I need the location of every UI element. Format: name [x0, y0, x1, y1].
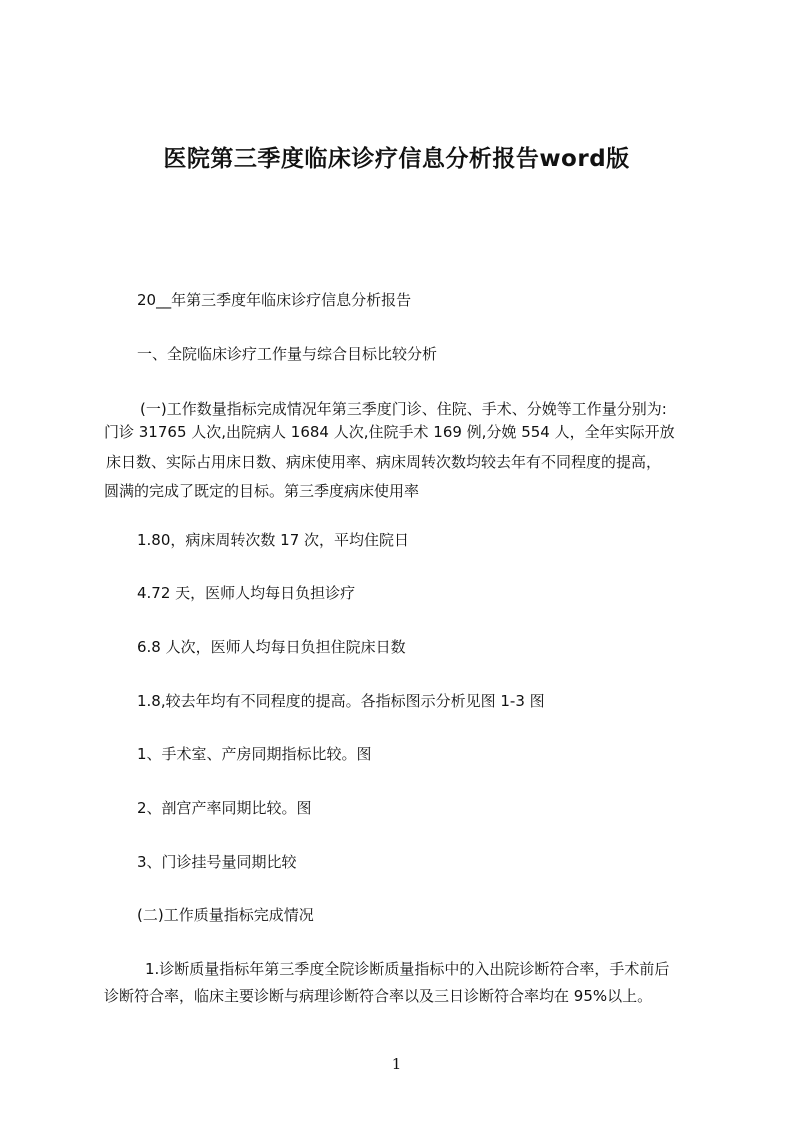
paragraph-line: 6.8 人次，医师人均每日负担住院床日数	[137, 638, 406, 656]
paragraph-line: 诊断符合率，临床主要诊断与病理诊断符合率以及三日诊断符合率均在 95%以上。	[104, 987, 653, 1005]
paragraph-line: 1.8,较去年均有不同程度的提高。各指标图示分析见图 1-3 图	[137, 692, 545, 710]
paragraph-line: (一)工作数量指标完成情况年第三季度门诊、住院、手术、分娩等工作量分别为:	[140, 400, 667, 418]
section-heading-2: (二)工作质量指标完成情况	[137, 906, 314, 924]
paragraph-line: 床日数、实际占用床日数、病床使用率、病床周转次数均较去年有不同程度的提高，	[106, 453, 662, 471]
list-item: 3、门诊挂号量同期比较	[137, 853, 297, 871]
list-item: 1、手术室、产房同期指标比较。图	[137, 745, 372, 763]
document-title: 医院第三季度临床诊疗信息分析报告word版	[163, 146, 630, 172]
paragraph-line: 1.诊断质量指标年第三季度全院诊断质量指标中的入出院诊断符合率，手术前后	[145, 960, 670, 978]
section-heading-1: 一、全院临床诊疗工作量与综合目标比较分析	[137, 345, 438, 363]
page-number: 1	[391, 1055, 402, 1073]
report-heading: 20__年第三季度年临床诊疗信息分析报告	[137, 291, 412, 309]
paragraph-line: 4.72 天，医师人均每日负担诊疗	[137, 584, 356, 602]
list-item: 2、剖宫产率同期比较。图	[137, 799, 312, 817]
paragraph-line: 1.80，病床周转次数 17 次，平均住院日	[137, 531, 410, 549]
paragraph-line: 圆满的完成了既定的目标。第三季度病床使用率	[104, 482, 420, 500]
paragraph-line: 门诊 31765 人次,出院病人 1684 人次,住院手术 169 例,分娩 554 人，全年实际开放	[104, 423, 675, 441]
